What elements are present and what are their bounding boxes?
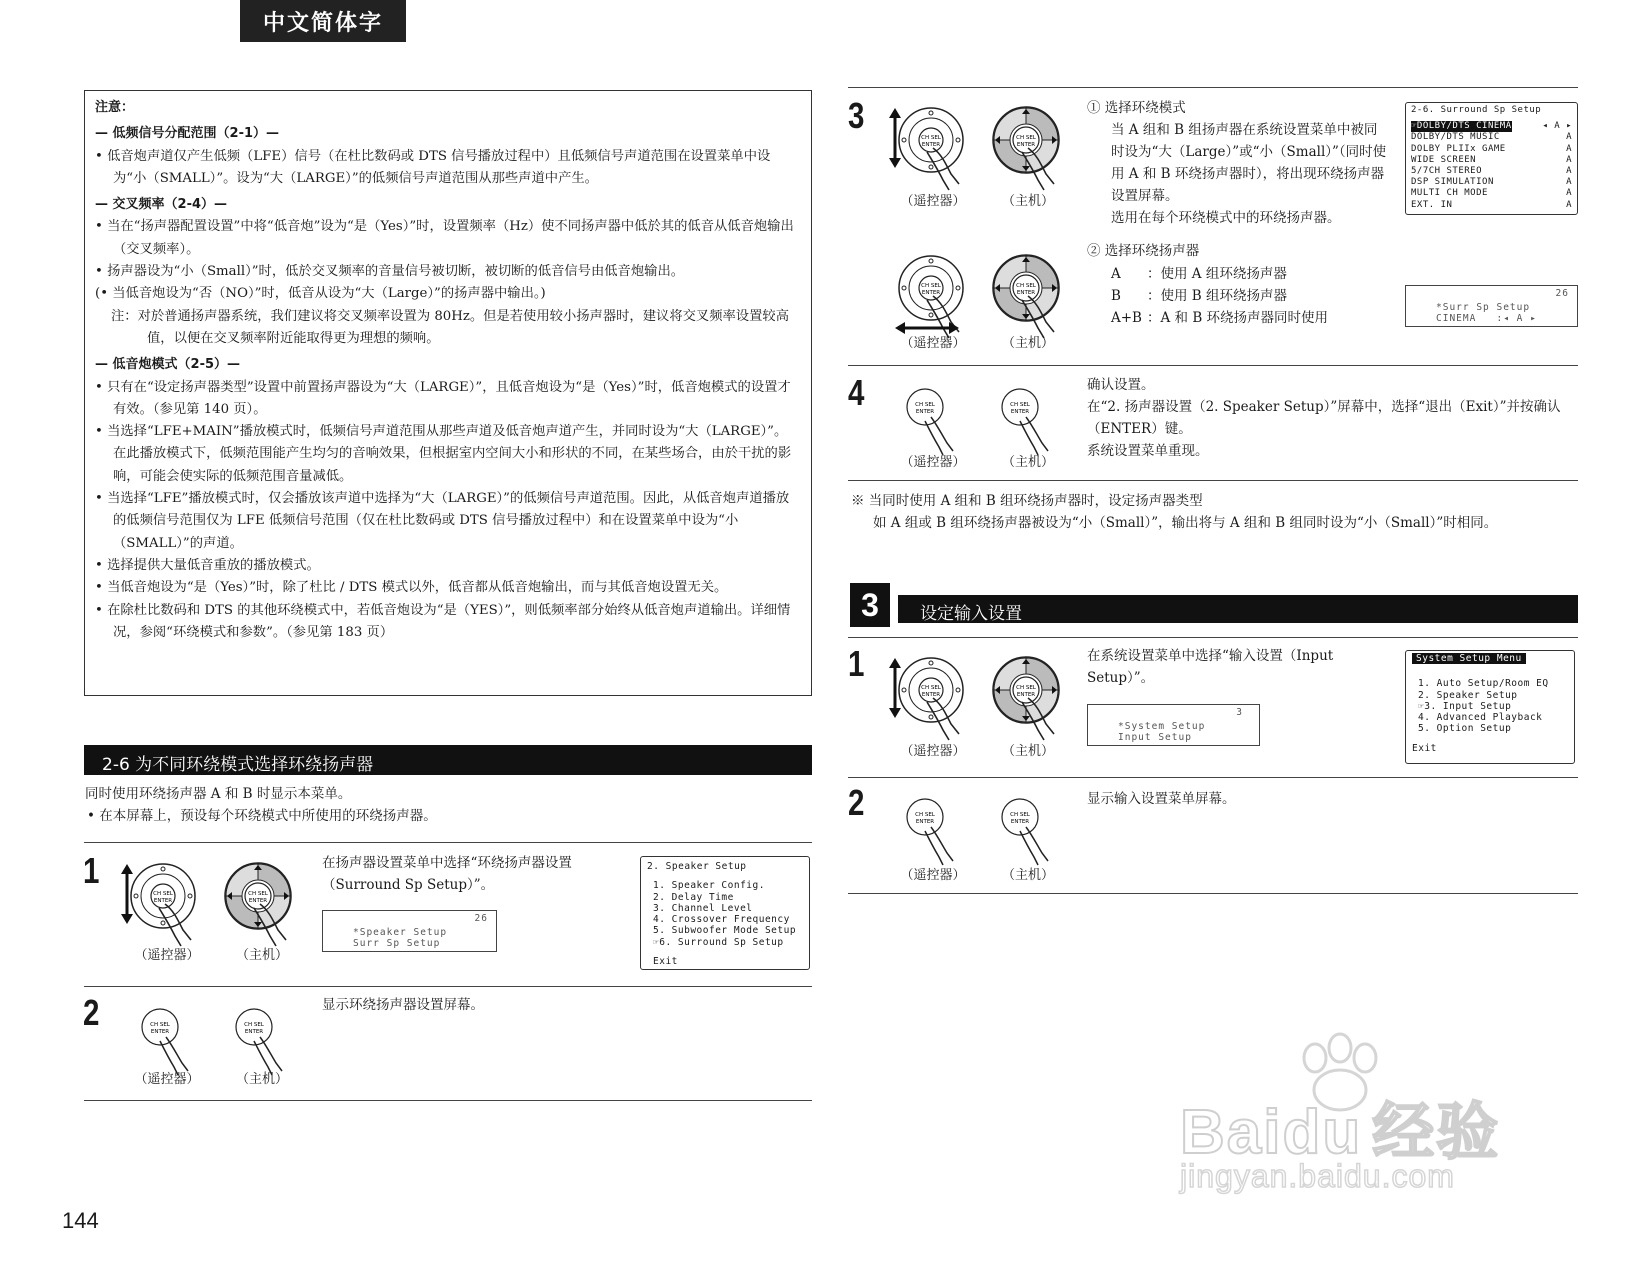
step-number: 1 [83, 850, 100, 891]
main-caption: （主机） [1001, 336, 1054, 351]
surround-mode-row [1411, 177, 1572, 188]
asterisk-note [851, 490, 1581, 534]
speaker-option [1111, 285, 1387, 307]
main-enter-button [998, 795, 1058, 871]
enter-button-icon [998, 385, 1058, 457]
notes-title: 注意： [95, 100, 135, 115]
mode-name: 5/7CH STEREO [1411, 166, 1483, 177]
note-item: (• 当低音炮设为“否（NO）”时，低音从设为“大（Large）”的扬声器中输出。) [95, 286, 546, 302]
main-caption: （主机） [1001, 455, 1054, 470]
remote-enter-button [903, 795, 963, 871]
note-item: • 在除杜比数码和 DTS 的其他环绕模式中，若低音炮设为“是（YES）”，则低频率部分始终从低音炮声道输出。详细情况，参阅“环绕模式和参数”。（参见第 183 页） [95, 602, 791, 640]
dial-icon [893, 652, 973, 744]
remote-caption: （遥控器） [900, 868, 966, 883]
menu-title: System Setup Menu [1412, 653, 1526, 664]
section-2-6-bar [84, 745, 812, 775]
svg-text:ENTER: ENTER [1016, 290, 1036, 296]
step-4-line: 系统设置菜单重现。 [1087, 443, 1209, 459]
note-line-2: 如 A 组或 B 组环绕扬声器被设为“小（Small）”，输出将与 A 组和 B 组同时设为“小（Small）”时相同。 [873, 515, 1498, 531]
menu-item: 3. Channel Level [653, 902, 753, 914]
baidu-watermark [1180, 1030, 1580, 1200]
note-item: • 低音炮声道仅产生低频（LFE）信号（在杜比数码或 DTS 信号播放过程中）且低频信号声道范围在设置菜单中设为“小（SMALL）”。设为“大（LARGE）”的低频信号声道范围从那些声道中产生。 [95, 148, 771, 186]
section-3-bar [898, 595, 1578, 623]
svg-text:ENTER: ENTER [921, 692, 941, 698]
section-2-6-intro [85, 783, 805, 827]
remote-caption: （遥控器） [900, 744, 966, 759]
page-number: 144 [62, 1208, 99, 1233]
dial-icon [125, 858, 205, 950]
svg-text:ENTER: ENTER [153, 898, 173, 904]
menu-items [1412, 678, 1568, 734]
mode-name: ☞DOLBY/DTS CINEMA [1411, 121, 1512, 132]
speaker-option [1111, 263, 1387, 285]
svg-text:ENTER: ENTER [150, 1029, 170, 1035]
menu-exit: Exit [653, 956, 678, 968]
intro-line-2: • 在本屏幕上，预设每个环绕模式中所使用的环绕扬声器。 [87, 808, 437, 824]
mode-value: ◂ A ▸ [1542, 121, 1572, 132]
lcd-num: 26 [1555, 288, 1569, 299]
surround-mode-row [1411, 155, 1572, 166]
divider [84, 1100, 812, 1101]
note-item: • 扬声器设为“小（Small）”时，低於交叉频率的音量信号被切断，被切断的低音信号由低音炮输出。 [95, 264, 685, 280]
divider [848, 777, 1578, 778]
note-item: 注：对於普通扬声器系统，我们建议将交叉频率设置为 80Hz。但是若使用较小扬声器时，建议将交叉频率设置较高值，以便在交叉频率附近能取得更为理想的频响。 [111, 308, 789, 346]
dial-icon [893, 250, 973, 342]
step-number: 2 [83, 992, 100, 1033]
svg-text:CH SEL: CH SEL [915, 812, 935, 818]
sub-title: ② 选择环绕扬声器 [1087, 243, 1200, 259]
menu-exit: Exit [1412, 742, 1437, 754]
main-caption: （主机） [1001, 194, 1054, 209]
menu-items [647, 880, 803, 948]
divider [848, 637, 1578, 638]
svg-text:ENTER: ENTER [1010, 409, 1030, 415]
note-item: • 当低音炮设为“是（Yes）”时，除了杜比 / DTS 模式以外，低音都从低音炮输出，而与其低音炮设置无关。 [95, 580, 728, 596]
mode-name: MULTI CH MODE [1411, 188, 1488, 199]
step-number: 1 [848, 643, 865, 684]
language-tab: 中文简体字 [240, 0, 406, 42]
note-heading: — 低频信号分配范围（2-1）— [95, 126, 280, 142]
step-4-line: 在“2. 扬声器设置（2. Speaker Setup）”屏幕中，选择“退出（Exit）”并按确认（ENTER）键。 [1087, 399, 1561, 437]
step-text: 在系统设置菜单中选择“输入设置（Input Setup）”。 [1087, 648, 1334, 686]
remote-dial-updown [893, 652, 973, 748]
lcd-line-2: CINEMA :◂ A ▸ [1436, 313, 1537, 324]
mode-name: DSP SIMULATION [1411, 177, 1494, 188]
svg-text:ENTER: ENTER [244, 1029, 264, 1035]
divider [84, 842, 812, 843]
svg-text:CH SEL: CH SEL [248, 891, 268, 897]
menu-item: 1. Auto Setup/Room EQ [1418, 678, 1549, 690]
mode-value: A [1566, 132, 1572, 143]
menu-title: 2-6. Surround Sp Setup [1411, 105, 1542, 115]
svg-text:CH SEL: CH SEL [915, 402, 935, 408]
svg-text:CH SEL: CH SEL [1016, 283, 1036, 289]
system-setup-menu [1405, 650, 1575, 764]
main-enter-button [998, 385, 1058, 461]
surround-mode-row [1411, 200, 1572, 211]
lcd-surr-setup [1405, 285, 1578, 327]
surround-mode-row [1411, 188, 1572, 199]
menu-item: ☞3. Input Setup [1418, 700, 1512, 712]
note-heading: — 低音炮模式（2-5）— [95, 357, 241, 373]
step-text: 显示环绕扬声器设置屏幕。 [322, 997, 484, 1013]
lcd-line-2: Input Setup [1118, 732, 1192, 743]
speaker-setup-menu [640, 856, 810, 970]
enter-button-icon [903, 795, 963, 867]
main-unit-dial [988, 102, 1068, 198]
main-caption: （主机） [1001, 868, 1054, 883]
enter-button-icon [998, 795, 1058, 867]
lcd-num: 3 [1236, 707, 1243, 718]
remote-dial-updown [125, 858, 205, 954]
svg-text:ENTER: ENTER [921, 290, 941, 296]
step-3-text [1087, 97, 1387, 229]
menu-item: 5. Option Setup [1418, 723, 1512, 735]
dial-icon [988, 250, 1068, 342]
sub-text: 选用在每个环绕模式中的环绕扬声器。 [1111, 210, 1341, 226]
svg-text:ENTER: ENTER [1016, 692, 1036, 698]
mode-name: EXT. IN [1411, 199, 1453, 210]
note-item: 在此播放模式下，低频范围能产生均匀的音响效果，但根据室内空间大小和形状的不同，在某些场合，由於干扰的影响，可能会使实际的低频范围音量减低。 [113, 446, 792, 484]
svg-text:ENTER: ENTER [248, 898, 268, 904]
main-unit-dial [988, 652, 1068, 748]
divider [848, 87, 1578, 88]
watermark-brand: Baidu 经验 [1180, 1098, 1501, 1167]
option-key: A [1111, 266, 1121, 282]
menu-item: 5. Subwoofer Mode Setup [653, 925, 797, 937]
step-3-sub2 [1087, 240, 1387, 329]
remote-caption: （遥控器） [134, 948, 200, 963]
menu-item: ☞6. Surround Sp Setup [653, 936, 784, 948]
option-desc: ：使用 B 组环绕扬声器 [1147, 288, 1288, 304]
svg-text:CH SEL: CH SEL [921, 685, 941, 691]
lcd-line-1: *Speaker Setup [353, 927, 448, 938]
step-number: 4 [848, 372, 865, 413]
menu-title: 2. Speaker Setup [647, 861, 747, 872]
surround-mode-row [1411, 121, 1572, 132]
note-heading: — 交叉频率（2-4）— [95, 197, 228, 213]
remote-caption: （遥控器） [900, 455, 966, 470]
lcd-speaker-setup [322, 910, 497, 952]
mode-name: DOLBY PLIIx GAME [1411, 143, 1506, 154]
menu-item: 2. Delay Time [653, 891, 734, 903]
mode-value: A [1566, 177, 1572, 188]
divider [848, 893, 1578, 894]
surround-sp-menu [1405, 102, 1578, 215]
svg-text:ENTER: ENTER [921, 142, 941, 148]
step-4-text [1087, 374, 1579, 462]
dial-icon [893, 102, 973, 194]
enter-button-icon [232, 1005, 292, 1077]
lcd-line-1: *System Setup [1118, 721, 1206, 732]
intro-line-1: 同时使用环绕扬声器 A 和 B 时显示本菜单。 [85, 786, 352, 802]
main-caption: （主机） [235, 1072, 288, 1087]
divider [848, 365, 1578, 366]
speaker-options [1087, 263, 1387, 329]
step-4-line: 确认设置。 [1087, 377, 1155, 393]
menu-item: 4. Advanced Playback [1418, 712, 1543, 724]
menu-item: 1. Speaker Config. [653, 880, 765, 892]
divider [84, 986, 812, 987]
mode-value: A [1566, 154, 1572, 165]
svg-text:CH SEL: CH SEL [244, 1022, 264, 1028]
mode-value: A [1566, 188, 1572, 199]
enter-button-icon [903, 385, 963, 457]
lcd-num: 26 [474, 913, 488, 924]
dial-icon [220, 858, 300, 950]
note-item: • 当选择“LFE+MAIN”播放模式时，低频信号声道范围从那些声道及低音炮声道产生，并同时设为“大（LARGE）”。 [95, 424, 788, 440]
svg-text:CH SEL: CH SEL [1016, 135, 1036, 141]
remote-caption: （遥控器） [900, 194, 966, 209]
dial-icon [988, 102, 1068, 194]
notes-box [84, 90, 812, 696]
main-caption: （主机） [1001, 744, 1054, 759]
svg-text:CH SEL: CH SEL [153, 891, 173, 897]
menu-rows [1411, 121, 1572, 211]
svg-text:CH SEL: CH SEL [921, 135, 941, 141]
sub-title: ① 选择环绕模式 [1087, 100, 1186, 116]
mode-value: A [1566, 166, 1572, 177]
svg-text:ENTER: ENTER [915, 819, 935, 825]
remote-caption: （遥控器） [900, 336, 966, 351]
svg-text:CH SEL: CH SEL [1010, 812, 1030, 818]
mode-value: A [1566, 143, 1572, 154]
lcd-line-2: Surr Sp Setup [353, 938, 441, 949]
menu-item: 2. Speaker Setup [1418, 689, 1518, 701]
watermark-url: jingyan.baidu.com [1180, 1158, 1455, 1194]
remote-caption: （遥控器） [134, 1072, 200, 1087]
step-number: 3 [848, 95, 865, 136]
enter-button-icon [138, 1005, 198, 1077]
svg-text:CH SEL: CH SEL [921, 283, 941, 289]
divider [848, 480, 1578, 481]
main-unit-dial [220, 858, 300, 954]
svg-text:CH SEL: CH SEL [1016, 685, 1036, 691]
step-text: 在扬声器设置菜单中选择“环绕扬声器设置（Surround Sp Setup）”。 [322, 855, 572, 893]
option-desc: ：使用 A 组环绕扬声器 [1147, 266, 1287, 282]
note-item: • 选择提供大量低音重放的播放模式。 [95, 557, 320, 573]
mode-name: WIDE SCREEN [1411, 154, 1477, 165]
surround-mode-row [1411, 144, 1572, 155]
svg-text:ENTER: ENTER [915, 409, 935, 415]
sub-text: 当 A 组和 B 组扬声器在系统设置菜单中被同时设为“大（Large）”或“小（Small）”（同时使用 A 和 B 环绕扬声器时），将出现环绕扬声器设置屏幕。 [1111, 122, 1387, 204]
note-item: • 只有在“设定扬声器类型”设置中前置扬声器设为“大（LARGE）”，且低音炮设为“是（Yes）”时，低音炮模式的设置才有效。（参见第 140 页）。 [95, 379, 791, 417]
dial-icon [988, 652, 1068, 744]
step-text: 显示输入设置菜单屏幕。 [1087, 791, 1236, 807]
note-line-1: ※ 当同时使用 A 组和 B 组环绕扬声器时，设定扬声器类型 [851, 493, 1203, 509]
lcd-line-1: *Surr Sp Setup [1436, 302, 1531, 313]
svg-text:ENTER: ENTER [1016, 142, 1036, 148]
note-item: • 当在“扬声器配置设置”中将“低音炮”设为“是（Yes）”时，设置频率（Hz）使不同扬声器中低於其的低音从低音炮输出（交叉频率）。 [95, 219, 794, 257]
option-key: A+B [1111, 310, 1142, 326]
section-3-title: 设定输入设置 [920, 604, 1022, 624]
svg-text:CH SEL: CH SEL [150, 1022, 170, 1028]
section-3-number: 3 [850, 583, 890, 627]
remote-enter-button [903, 385, 963, 461]
svg-text:ENTER: ENTER [1010, 819, 1030, 825]
mode-name: DOLBY/DTS MUSIC [1411, 132, 1500, 143]
menu-item: 4. Crossover Frequency [653, 914, 790, 926]
option-desc: ：A 和 B 环绕扬声器同时使用 [1147, 310, 1329, 326]
option-key: B [1111, 288, 1121, 304]
main-caption: （主机） [235, 948, 288, 963]
surround-mode-row [1411, 132, 1572, 143]
section-2-6-title: 2-6 为不同环绕模式选择环绕扬声器 [102, 755, 374, 775]
surround-mode-row [1411, 166, 1572, 177]
speaker-option [1111, 307, 1387, 329]
svg-text:CH SEL: CH SEL [1010, 402, 1030, 408]
remote-dial-updown [893, 102, 973, 198]
step-number: 2 [848, 782, 865, 823]
note-item: • 当选择“LFE”播放模式时，仅会播放该声道中选择为“大（LARGE）”的低频信号声道范围。因此，从低音炮声道播放的低频信号范围仅为 LFE 低频信号范围（仅在杜比数码或 DTS 信号播放过程中）和在设置菜单中设为“小（SMALL）”的声道。 [95, 491, 790, 551]
lcd-system-setup [1087, 704, 1260, 746]
mode-value: A [1566, 199, 1572, 210]
